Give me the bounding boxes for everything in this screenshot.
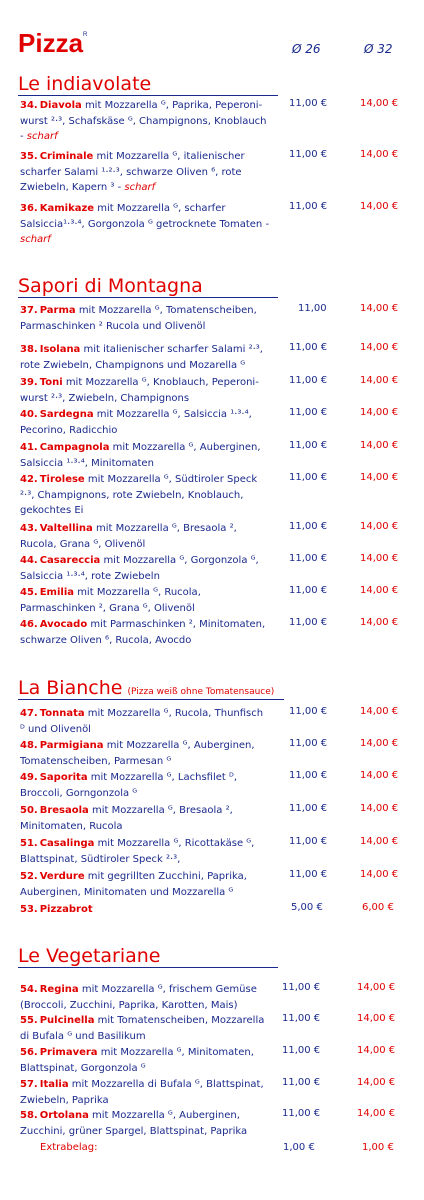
size-large-header: Ø 32 (364, 42, 393, 56)
price-small: 11,00 € (282, 1045, 321, 1056)
item-name: Casareccia (39, 555, 101, 566)
item-desc: mit Mozzarella ᴳ, scharfer Salsiccia¹·³·⁴, Gorgonzola ᴳ getrocknete Tomaten - (20, 203, 270, 230)
price-large: 14,00 € (360, 472, 399, 483)
price-large: 14,00 € (360, 149, 399, 160)
price-small: 11,00 € (289, 521, 328, 532)
item-name: Pulcinella (39, 1015, 95, 1026)
size-small-header: Ø 26 (292, 42, 321, 56)
menu-item (20, 738, 270, 769)
item-desc: mit Mozzarella ᴳ, Rucola, Thunfisch ᴰ und Olivenöl (20, 708, 264, 735)
item-desc: mit Mozzarella ᴳ, Bresaola ², Minitomaten, Rucola (20, 805, 233, 832)
item-desc: mit italienischer scharfer Salami ²·³, rote Zwiebeln, Champignons und Mozarella ᴳ (20, 344, 263, 371)
item-num: 40. (20, 409, 38, 420)
menu-item (20, 706, 270, 737)
item-name: Kamikaze (39, 203, 95, 214)
item-name: Tirolese (39, 474, 85, 485)
item-name: Bresaola (39, 805, 89, 816)
section-title: Sapori di Montagna (18, 275, 203, 297)
section-le-indiavolate (18, 73, 278, 96)
item-name: Saporita (39, 772, 88, 783)
section-title: Le indiavolate (18, 73, 152, 95)
item-name: Diavola (39, 100, 82, 111)
price-large: 14,00 € (357, 1045, 396, 1056)
menu-item (20, 902, 270, 918)
item-name: Isolana (39, 344, 81, 355)
section-le-vegetariane (18, 945, 278, 968)
item-name: Ortolana (39, 1110, 89, 1121)
section-title: Le Vegetariane (18, 945, 161, 967)
item-desc: mit Tomatenscheiben, Mozzarella di Bufala ᴳ und Basilikum (20, 1015, 265, 1042)
item-desc: mit Mozzarella ᴳ, Tomatenscheiben, Parmaschinken ² Rucola und Olivenöl (20, 305, 257, 332)
price-large: 14,00 € (360, 706, 399, 717)
price-small: 11,00 € (289, 770, 328, 781)
menu-item (20, 1045, 270, 1076)
item-num: 35. (20, 151, 38, 162)
menu-item (20, 440, 270, 471)
item-num: 43. (20, 523, 38, 534)
item-name: Casalinga (39, 838, 95, 849)
price-small: 11,00 € (289, 869, 328, 880)
item-desc: mit Mozzarella ᴳ, italienischer scharfer Salami ¹·²·³, schwarze Oliven ⁶, rote Zwiebeln, Kapern ³ - (20, 151, 245, 193)
price-small: 11,00 € (289, 149, 328, 160)
item-desc: mit Mozzarella ᴳ, Lachsfilet ᴰ, Broccoli, Gorngonzola ᴳ (20, 772, 238, 799)
price-large: 14,00 € (360, 440, 399, 451)
item-num: 49. (20, 772, 38, 783)
item-desc: mit gegrillten Zucchini, Paprika, Auberginen, Minitomaten und Mozzarella ᴳ (20, 871, 247, 898)
item-name: Emilia (39, 587, 75, 598)
price-large: 14,00 € (357, 1108, 396, 1119)
item-num: 48. (20, 740, 38, 751)
item-desc: mit Parmaschinken ², Minitomaten, schwarze Oliven ⁶, Rucola, Avocdo (20, 619, 266, 646)
item-name: Criminale (39, 151, 94, 162)
menu-item (20, 521, 270, 552)
menu-item (20, 472, 270, 519)
item-desc: mit Mozzarella ᴳ, Südtiroler Speck ²·³, Champignons, rote Zwiebeln, Knoblauch, gekochtes Ei (20, 474, 258, 516)
price-small: 11,00 € (282, 982, 321, 993)
menu-title: Pizza$^R$ (18, 28, 88, 58)
item-hot: scharf (26, 131, 58, 142)
price-large: 6,00 € (362, 902, 394, 913)
item-num: 39. (20, 377, 38, 388)
price-large: 14,00 € (360, 869, 399, 880)
section-la-bianche (18, 677, 284, 700)
price-large: 14,00 € (360, 407, 399, 418)
extra-price-large: 1,00 € (362, 1142, 394, 1153)
item-desc: mit Mozzarella ᴳ, Ricottakäse ᴳ, Blattspinat, Südtiroler Speck ²·³, (20, 838, 255, 865)
price-small: 11,00 € (289, 472, 328, 483)
item-desc: mit Mozzarella ᴳ, Salsiccia ¹·³·⁴, Pecorino, Radicchio (20, 409, 252, 436)
item-num: 58. (20, 1110, 38, 1121)
item-name: Campagnola (39, 442, 110, 453)
item-num: 44. (20, 555, 38, 566)
registered-mark: R (83, 32, 88, 38)
item-desc: mit Mozzarella ᴳ, frischem Gemüse (Broccoli, Zucchini, Paprika, Karotten, Mais) (20, 984, 257, 1011)
item-num: 56. (20, 1047, 38, 1058)
item-num: 54. (20, 984, 38, 995)
price-small: 11,00 € (282, 1013, 321, 1024)
menu-item (20, 1013, 270, 1044)
price-large: 14,00 € (360, 98, 399, 109)
extra-price-small: 1,00 € (283, 1142, 315, 1153)
item-num: 36. (20, 203, 38, 214)
price-small: 11,00 € (289, 375, 328, 386)
price-large: 14,00 € (360, 617, 399, 628)
item-num: 45. (20, 587, 38, 598)
menu-item (20, 803, 270, 834)
item-name: Sardegna (39, 409, 94, 420)
price-large: 14,00 € (360, 803, 399, 814)
item-name: Parmigiana (39, 740, 104, 751)
price-small: 11,00 (298, 303, 327, 314)
price-small: 11,00 € (289, 803, 328, 814)
item-desc: mit Mozzarella ᴳ, Bresaola ², Rucola, Grana ᴳ, Olivenöl (20, 523, 237, 550)
item-hot: scharf (20, 234, 51, 245)
menu-item (20, 375, 270, 406)
menu-item (20, 342, 270, 373)
menu-item (20, 98, 270, 145)
price-small: 11,00 € (289, 706, 328, 717)
price-small: 11,00 € (289, 585, 328, 596)
price-small: 11,00 € (289, 440, 328, 451)
menu-item (20, 770, 270, 801)
price-small: 11,00 € (289, 407, 328, 418)
menu-item (20, 982, 270, 1013)
item-desc: mit Mozzarella ᴳ, Minitomaten, Blattspinat, Gorgonzola ᴳ (20, 1047, 254, 1074)
item-name: Valtellina (39, 523, 93, 534)
menu-item (20, 407, 270, 438)
item-num: 52. (20, 871, 38, 882)
item-num: 50. (20, 805, 38, 816)
price-large: 14,00 € (360, 585, 399, 596)
price-small: 11,00 € (289, 342, 328, 353)
extra-topping-label: Extrabelag: (40, 1142, 98, 1153)
price-small: 11,00 € (289, 836, 328, 847)
section-sapori-di-montagna (18, 275, 278, 298)
price-small: 11,00 € (289, 201, 328, 212)
menu-item (20, 201, 270, 248)
item-name: Avocado (39, 619, 88, 630)
item-desc: mit Mozzarella ᴳ, Auberginen, Tomatenscheiben, Parmesan ᴳ (20, 740, 255, 767)
item-num: 57. (20, 1079, 38, 1090)
price-large: 14,00 € (360, 836, 399, 847)
price-large: 14,00 € (360, 342, 399, 353)
price-large: 14,00 € (360, 375, 399, 386)
item-num: 38. (20, 344, 38, 355)
menu-item (20, 1108, 270, 1139)
section-note: (Pizza weiß ohne Tomatensauce) (127, 687, 275, 697)
price-large: 14,00 € (360, 521, 399, 532)
price-small: 11,00 € (282, 1077, 321, 1088)
item-num: 55. (20, 1015, 38, 1026)
item-name: Regina (39, 984, 79, 995)
item-desc: mit Mozzarella ᴳ, Auberginen, Salsiccia ¹·³·⁴, Minitomaten (20, 442, 261, 469)
item-name: Primavera (39, 1047, 98, 1058)
item-desc: mit Mozzarella ᴳ, Knoblauch, Peperoni-wurst ²·³, Zwiebeln, Champignons (20, 377, 259, 404)
item-name: Pizzabrot (39, 904, 93, 915)
price-small: 11,00 € (282, 1108, 321, 1119)
menu-item (20, 149, 270, 196)
price-large: 14,00 € (357, 982, 396, 993)
section-title: La Bianche (18, 677, 123, 699)
item-desc: mit Mozzarella ᴳ, Rucola, Parmaschinken ², Grana ᴳ, Olivenöl (20, 587, 201, 614)
item-name: Verdure (39, 871, 85, 882)
menu-item (20, 585, 270, 616)
price-small: 11,00 € (289, 617, 328, 628)
item-num: 41. (20, 442, 38, 453)
price-small: 11,00 € (289, 738, 328, 749)
menu-item (20, 1077, 270, 1108)
item-desc: mit Mozzarella ᴳ, Auberginen, Zucchini, grüner Spargel, Blattspinat, Paprika (20, 1110, 248, 1137)
item-num: 42. (20, 474, 38, 485)
price-small: 11,00 € (289, 98, 328, 109)
price-large: 14,00 € (360, 553, 399, 564)
menu-item (20, 553, 270, 584)
price-small: 11,00 € (289, 553, 328, 564)
menu-item (20, 303, 270, 334)
item-desc: mit Mozzarella di Bufala ᴳ, Blattspinat, Zwiebeln, Paprika (20, 1079, 264, 1106)
price-large: 14,00 € (357, 1077, 396, 1088)
item-name: Toni (39, 377, 63, 388)
item-desc: mit Mozzarella ᴳ, Paprika, Peperoni-wurst ²·³, Schafskäse ᴳ, Champignons, Knoblauch - (20, 100, 267, 142)
menu-item (20, 836, 270, 867)
price-large: 14,00 € (360, 770, 399, 781)
item-num: 53. (20, 904, 38, 915)
item-num: 46. (20, 619, 38, 630)
item-num: 51. (20, 838, 38, 849)
menu-item (20, 869, 270, 900)
item-desc: mit Mozzarella ᴳ, Gorgonzola ᴳ, Salsiccia ¹·³·⁴, rote Zwiebeln (20, 555, 259, 582)
price-small: 5,00 € (291, 902, 323, 913)
item-name: Italia (39, 1079, 69, 1090)
item-hot: scharf (124, 182, 156, 193)
price-large: 14,00 € (360, 738, 399, 749)
item-num: 47. (20, 708, 38, 719)
item-name: Tonnata (39, 708, 85, 719)
item-num: 34. (20, 100, 38, 111)
item-name: Parma (39, 305, 76, 316)
menu-item (20, 617, 270, 648)
item-num: 37. (20, 305, 38, 316)
price-large: 14,00 € (360, 303, 399, 314)
price-large: 14,00 € (357, 1013, 396, 1024)
price-large: 14,00 € (360, 201, 399, 212)
